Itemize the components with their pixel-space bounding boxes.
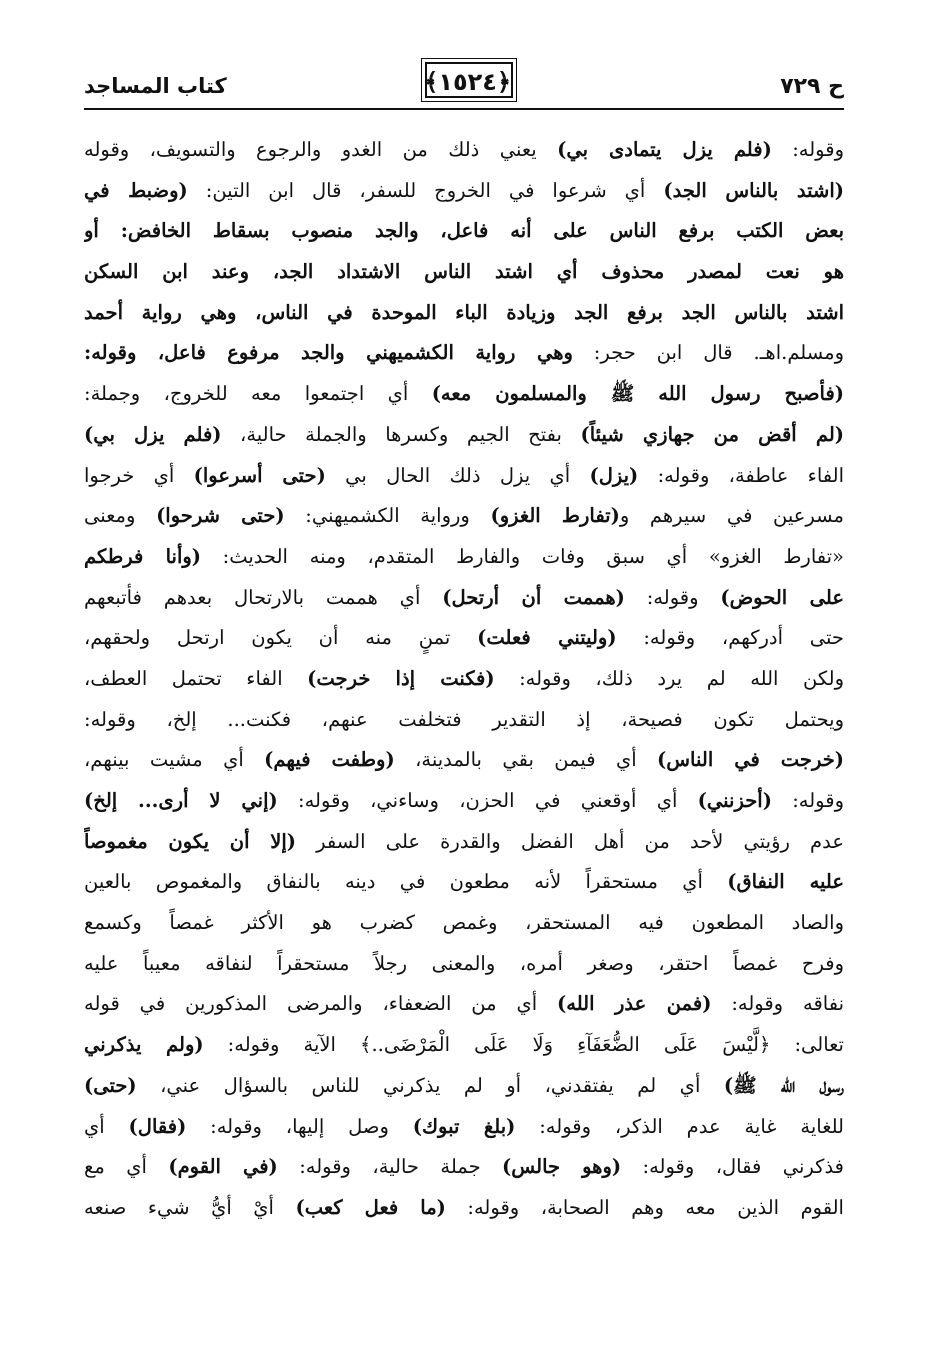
- bold-quote: (يزل): [589, 463, 639, 487]
- text-run: القوم الذين معه وهم الصحابة، وقوله:: [445, 1195, 844, 1219]
- bold-quote: (حتى شرحوا): [156, 504, 285, 528]
- text-run: أيْ أيُّ شيء صنعه: [84, 1195, 296, 1219]
- text-run: أي اجتمعوا معه للخروج، وجملة:: [84, 382, 432, 406]
- text-run: أي شرعوا في الخروج للسفر، قال ابن التين:: [187, 178, 664, 202]
- text-run: أي من الضعفاء، والمرضى المذكورين في قوله: [84, 992, 558, 1016]
- text-run: أي مشيت بينهم،: [84, 748, 265, 772]
- text-run: أي يزل ذلك الحال بي: [325, 463, 590, 487]
- text-run: مسرعين في سيرهم و: [619, 504, 844, 528]
- text-line: [84, 944, 844, 985]
- text-run: وقوله:: [624, 585, 721, 609]
- text-line: [84, 700, 844, 741]
- text-run: حتى أدركهم، وقوله:: [616, 626, 844, 650]
- bold-quote: (إني لا أرى... إلخ): [84, 789, 278, 812]
- page-number: ﴿١٥٢٤﴾: [425, 62, 513, 98]
- text-run: نفاقه وقوله:: [711, 992, 844, 1016]
- bold-quote: (وهو جالس): [502, 1155, 622, 1179]
- text-run: ومسلم.اهـ. قال ابن حجر:: [572, 341, 844, 365]
- text-run: عدم رؤيتي لأحد من أهل الفضل والقدرة على السفر: [296, 829, 844, 853]
- text-run: جملة حالية، وقوله:: [277, 1155, 503, 1179]
- bold-quote: (اشتد بالناس الجد): [663, 178, 844, 202]
- bold-quote: (هممت أن أرتحل): [442, 585, 625, 609]
- text-run: وصل إليها، وقوله:: [186, 1114, 413, 1138]
- text-line: [84, 862, 844, 903]
- text-line: [84, 537, 844, 578]
- text-line: [84, 618, 844, 659]
- text-line: [84, 211, 844, 252]
- text-line: [84, 659, 844, 700]
- text-line: [84, 1188, 844, 1229]
- bold-quote: بعض الكتب برفع الناس على أنه فاعل، والجد منصوب بسقاط الخافض: أو: [84, 219, 844, 243]
- text-run: فذكرني فقال، وقوله:: [621, 1155, 844, 1179]
- bold-quote: (فكنت إذا خرجت): [307, 666, 495, 690]
- bold-quote: (فلم يزل بي): [84, 422, 222, 446]
- bold-quote: (خرجت في الناس): [657, 748, 844, 772]
- text-run: أي أوقعني في الحزن، وساءني، وقوله:: [277, 789, 698, 812]
- text-line: [84, 822, 844, 863]
- bold-quote: (في القوم): [168, 1155, 278, 1179]
- text-line: [84, 578, 844, 619]
- text-run: يعني ذلك من الغدو والرجوع والتسويف، وقوله: [84, 138, 558, 161]
- text-run: أي: [84, 1114, 129, 1138]
- bold-quote: (حتى): [84, 1073, 137, 1097]
- text-run: أي مستحقراً لأنه مطعون في دينه بالنفاق والمغموص بالعين: [84, 870, 728, 894]
- text-line: [84, 1107, 844, 1148]
- text-run: أي خرجوا: [84, 463, 194, 487]
- bold-quote: هو نعت لمصدر محذوف أي اشتد الناس الاشتداد الجد، وعند ابن السكن: [84, 260, 844, 284]
- text-run: الفاء تحتمل العطف،: [84, 666, 308, 690]
- bold-quote: (ما فعل كعب): [295, 1195, 446, 1219]
- bold-quote: اشتد بالناس الجد برفع الجد وزيادة الباء الموحدة في الناس، وهي رواية أحمد: [84, 300, 844, 324]
- text-run: ومعنى: [84, 504, 157, 528]
- bold-quote: (فأصبح رسول الله ﷺ والمسلمون معه): [431, 382, 844, 406]
- text-line: [84, 1066, 844, 1107]
- text-run: وقوله:: [771, 789, 844, 812]
- bold-quote: (فمن عذر الله): [557, 992, 712, 1016]
- text-run: أي لم يفتقدني، أو لم يذكرني للناس بالسؤال عني،: [136, 1073, 724, 1097]
- body-text: [84, 130, 844, 1229]
- text-line: [84, 252, 844, 293]
- bold-quote: (ولم يذكرني: [84, 1033, 204, 1057]
- bold-quote: عليه النفاق): [727, 870, 844, 894]
- page-header: [84, 60, 844, 104]
- bold-quote: (بلغ تبوك): [412, 1114, 516, 1138]
- text-line: [84, 171, 844, 212]
- text-run: أي مع: [84, 1155, 169, 1179]
- text-run: والصاد المطعون فيه المستحقر، وغمص كضرب هو الأكثر غمصاً وكسمع: [84, 911, 844, 935]
- text-run: ولكن الله لم يرد ذلك، وقوله:: [494, 666, 844, 690]
- bold-quote: وهي رواية الكشميهني والجد مرفوع فاعل، وقوله:: [84, 341, 573, 365]
- bold-quote: (تفارط الغزو): [490, 504, 620, 528]
- text-run: «تفارط الغزو» أي سبق وفات والفارط المتقدم، ومنه الحديث:: [201, 544, 844, 568]
- text-line: [84, 130, 844, 171]
- bold-quote: (وأنا فرطكم: [84, 544, 202, 568]
- bold-quote: رسول الله ﷺ): [723, 1073, 844, 1097]
- text-run: وفرح غمصاً احتقر، وصغر أمره، والمعنى رجلاً مستحقراً لنفاقه معيباً عليه: [84, 951, 844, 975]
- bold-quote: (وطفت فيهم): [264, 748, 395, 772]
- text-line: [84, 415, 844, 456]
- text-run: الفاء عاطفة، وقوله:: [638, 463, 844, 487]
- text-run: للغاية غاية عدم الذكر، وقوله:: [515, 1114, 844, 1138]
- hadith-reference: ح ٧٢٩: [780, 74, 844, 99]
- bold-quote: على الحوض): [720, 585, 844, 609]
- text-run: تمنٍ منه أن يكون ارتحل ولحقهم،: [84, 626, 478, 650]
- bold-quote: (وضبط في: [84, 178, 188, 202]
- text-line: [84, 984, 844, 1025]
- text-run: تعالى: ﴿لَّيْسَ عَلَى الضُّعَفَآءِ وَلَا عَلَى الْمَرْضَى..﴾ الآية وقوله:: [203, 1033, 844, 1057]
- text-run: أي هممت بالارتحال بعدهم فأتبعهم: [84, 585, 443, 609]
- text-run: ورواية الكشميهني:: [284, 504, 491, 528]
- header-rule: [84, 108, 844, 110]
- bold-quote: (إلا أن يكون مغموصاً: [84, 829, 297, 853]
- text-line: [84, 374, 844, 415]
- text-line: [84, 333, 844, 374]
- bold-quote: (حتى أسرعوا): [193, 463, 326, 487]
- bold-quote: (وليتني فعلت): [477, 626, 617, 650]
- text-line: [84, 496, 844, 537]
- bold-quote: (فلم يزل يتمادى بي): [557, 138, 772, 161]
- text-run: بفتح الجيم وكسرها والجملة حالية،: [221, 422, 581, 446]
- text-line: [84, 1025, 844, 1066]
- text-run: وقوله:: [771, 138, 844, 161]
- text-line: [84, 781, 844, 822]
- text-run: ويحتمل تكون فصيحة، إذ التقدير فتخلفت عنهم، فكنت... إلخ، وقوله:: [84, 707, 844, 731]
- text-line: [84, 1147, 844, 1188]
- bold-quote: (فقال): [128, 1114, 187, 1138]
- bold-quote: (لم أقض من جهازي شيئاً): [580, 422, 844, 446]
- book-title: كتاب المساجد: [84, 74, 227, 98]
- bold-quote: (أحزنني): [697, 789, 772, 812]
- text-line: [84, 456, 844, 497]
- text-run: أي فيمن بقي بالمدينة،: [394, 748, 658, 772]
- text-line: [84, 903, 844, 944]
- text-line: [84, 740, 844, 781]
- text-line: [84, 293, 844, 334]
